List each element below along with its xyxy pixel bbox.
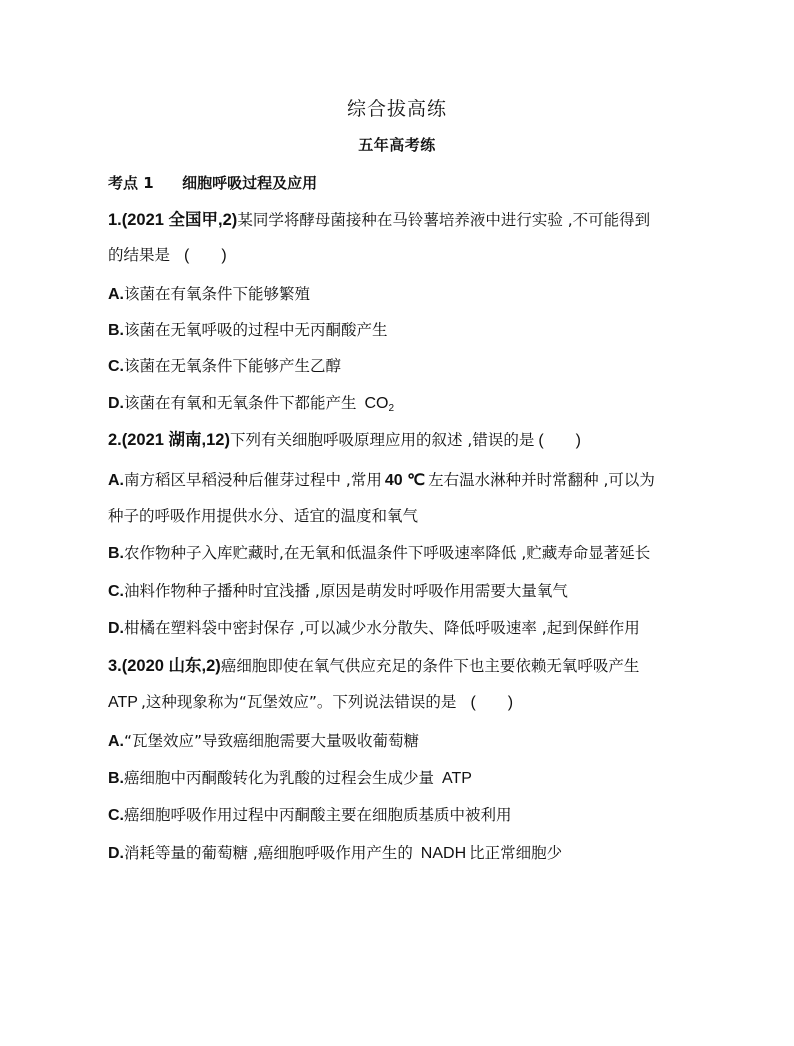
q3-nadh-term: NADH (420, 845, 467, 862)
q1-stem-line1 (108, 210, 650, 230)
q3-option-a: A.“瓦堡效应”导致癌细胞需要大量吸收葡萄糖 (108, 732, 420, 750)
section-label: 考点 1 (108, 174, 154, 192)
q3-answer-paren: ( ) (470, 694, 514, 711)
q2-answer-paren: ( ) (538, 432, 582, 449)
q3-option-d: D.消耗等量的葡萄糖 ,癌细胞呼吸作用产生的 NADH 比正常细胞少 (108, 844, 563, 862)
q3-atp-term: ATP (441, 770, 472, 787)
q2-source: (2021 湖南,12) (121, 431, 230, 449)
q2-option-a: A.南方稻区早稻浸种后催芽过程中 ,常用 40 ℃ 左右温水淋种并时常翻种 ,可以为 (108, 471, 655, 489)
q1-option-d: D.该菌在有氧和无氧条件下都能产生 $CO_2$ (108, 393, 397, 419)
q2-option-d: D.柑橘在塑料袋中密封保存 ,可以减少水分散失、降低呼吸速率 ,起到保鲜作用 (108, 619, 640, 637)
q1-answer-paren: ( ) (184, 247, 227, 264)
q1-option-c: C.该菌在无氧条件下能够产生乙醇 (108, 357, 342, 375)
q2-stem: 2.(2021 湖南,12)下列有关细胞呼吸原理应用的叙述 ,错误的是 ( ) (108, 431, 582, 449)
q2-option-b: B.农作物种子入库贮藏时,在无氧和低温条件下呼吸速率降低 ,贮藏寿命显著延长 (108, 544, 651, 562)
page-subtitle: 五年高考练 (358, 136, 436, 154)
q1-option-a: A.该菌在有氧条件下能够繁殖 (108, 285, 311, 303)
q1-number: 1. (108, 211, 122, 229)
q3-source: (2020 山东,2) (121, 657, 221, 675)
q2-temperature: 40 ℃ (384, 472, 426, 489)
q1-stem-line2 (108, 245, 227, 266)
q2-option-c: C.油料作物种子播种时宜浅播 ,原因是萌发时呼吸作用需要大量氧气 (108, 582, 568, 600)
q3-number: 3. (108, 657, 122, 675)
q3-option-c: C.癌细胞呼吸作用过程中丙酮酸主要在细胞质基质中被利用 (108, 806, 512, 824)
q2-number: 2. (108, 431, 122, 449)
q1-option-b: B.该菌在无氧呼吸的过程中无丙酮酸产生 (108, 321, 388, 339)
q3-option-b: B.癌细胞中丙酮酸转化为乳酸的过程会生成少量 ATP (108, 768, 475, 789)
q1-co2-term: $CO_2$ (364, 395, 395, 414)
q2-option-a-cont: 种子的呼吸作用提供水分、适宜的温度和氧气 (108, 507, 419, 525)
q3-stem-line2: ATP ,这种现象称为“瓦堡效应”。下列说法错误的是 ( ) (108, 693, 514, 711)
page-title: 综合拔高练 (346, 98, 447, 120)
section-heading (108, 173, 317, 193)
q3-stem-line1: 3.(2020 山东,2)癌细胞即使在氧气供应充足的条件下也主要依赖无氧呼吸产生 (108, 657, 640, 675)
section-title: 细胞呼吸过程及应用 (182, 174, 318, 192)
q1-stem-cont: 的结果是 (108, 246, 171, 264)
q1-stem: 某同学将酵母菌接种在马铃薯培养液中进行实验 ,不可能得到 (237, 211, 651, 229)
q1-source: (2021 全国甲,2) (121, 211, 238, 229)
